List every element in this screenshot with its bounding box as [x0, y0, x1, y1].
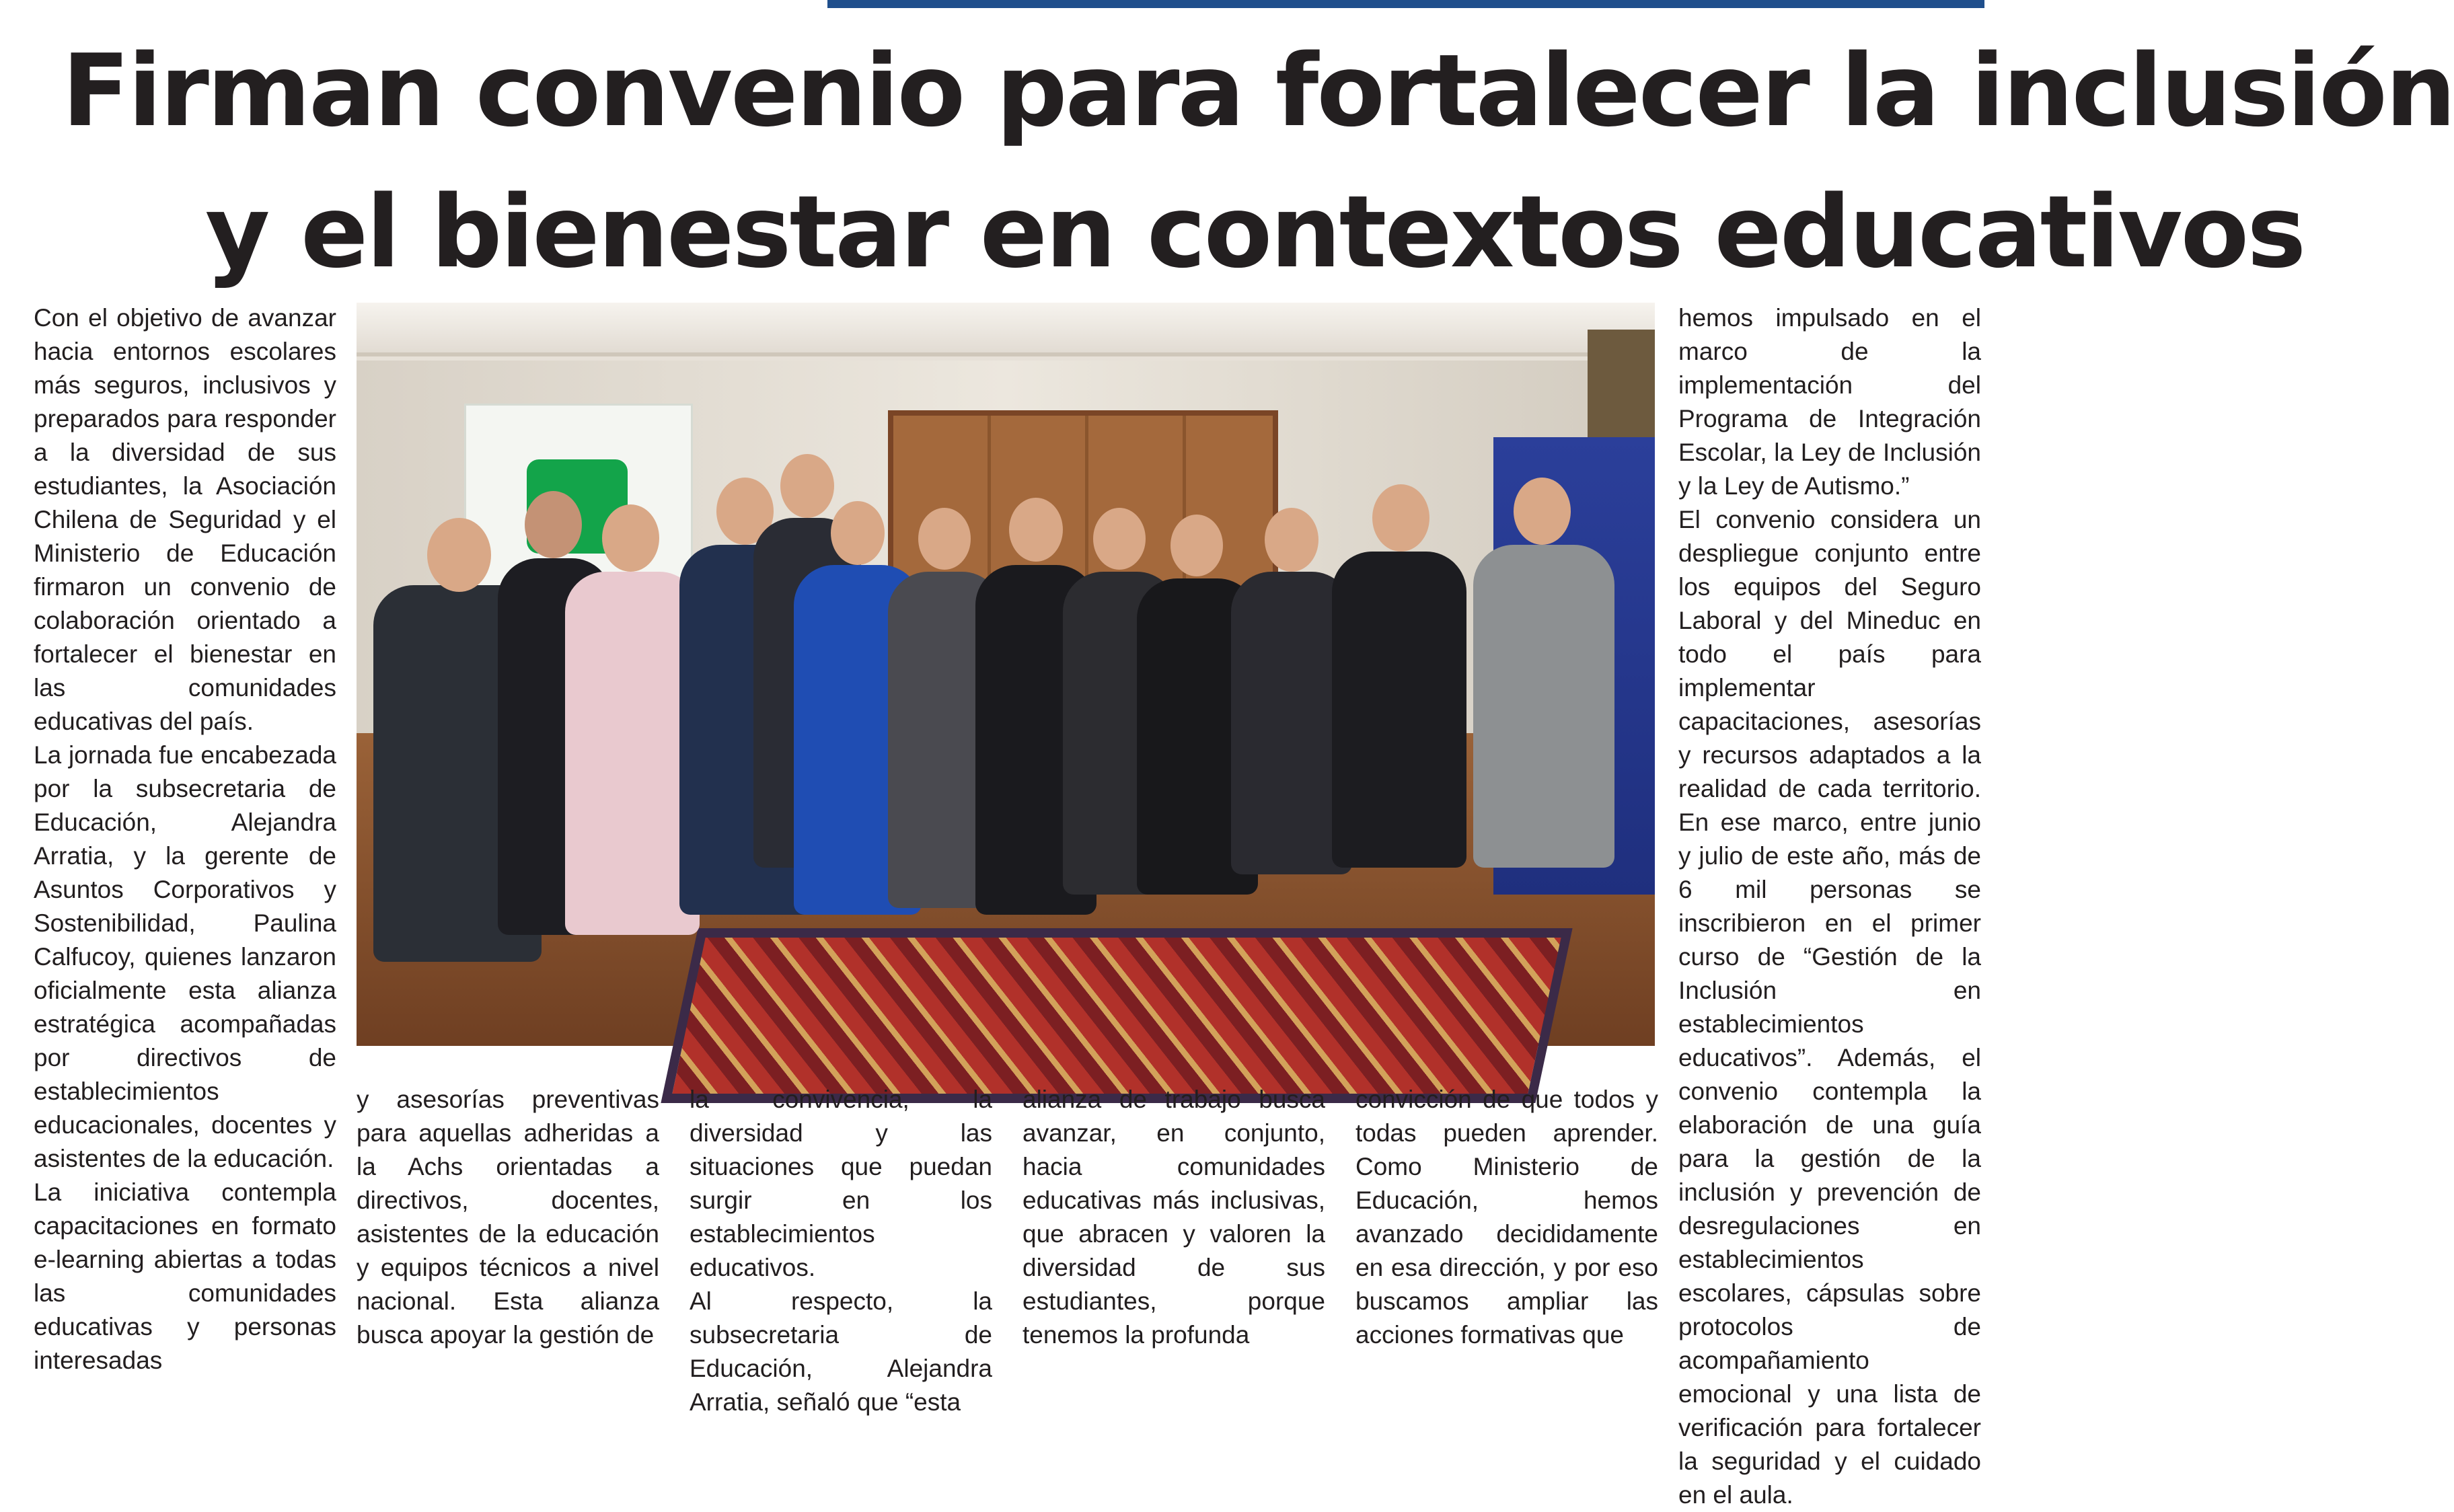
paragraph: La iniciativa contempla capacitaciones en formato e-learning abiertas a todas las comunidades educativas y personas interesadas [34, 1178, 336, 1374]
column-left [34, 301, 336, 1377]
column-bottom-1 [357, 1083, 659, 1352]
person [1473, 545, 1614, 868]
event-photo [357, 303, 1655, 1046]
paragraph: Al respecto, la subsecretaria de Educación, Alejandra Arratia, señaló que “esta [690, 1287, 992, 1416]
paragraph: La jornada fue encabezada por la subsecretaria de Educación, Alejandra Arratia, y la gerente de Asuntos Corporativos y Sostenibilidad, Paulina Calfucoy, quienes lanzaron oficialmente esta alianza estratégica acompañadas por directivos de establecimientos educacionales, docentes y asistentes de la educación. [34, 741, 336, 1172]
headline-line-2: y el bienestar en contextos educativos [205, 174, 2305, 290]
column-bottom-3 [1022, 1083, 1325, 1352]
column-bottom-2 [690, 1083, 992, 1419]
column-bottom-4 [1355, 1083, 1658, 1352]
paragraph: Con el objetivo de avanzar hacia entornos escolares más seguros, inclusivos y preparados para responder a la diversidad de sus estudiantes, la Asociación Chilena de Seguridad y el Ministerio de Educación firmaron un convenio de colaboración orientado a fortalecer el bienestar en las comunidades educativas del país. [34, 304, 336, 735]
person [1332, 552, 1466, 868]
headline [0, 20, 2454, 303]
top-accent-bar [827, 0, 1984, 8]
paragraph: El convenio considera un despliegue conjunto entre los equipos del Seguro Laboral y del Mineduc en todo el país para implementar capacitaciones, asesorías y recursos adaptados a la realidad de cada territorio. En ese marco, entre junio y julio de este año, más de 6 mil personas se inscribieron en el primer curso de “Gestión de la Inclusión en establecimientos educativos”. Además, el convenio contempla la elaboración de una guía para la gestión de la inclusión y prevención de desregulaciones en establecimientos escolares, cápsulas sobre protocolos de acompañamiento emocional y una lista de verificación para fortalecer la seguridad y el cuidado en el aula. [1678, 506, 1981, 1509]
paragraph: convicción de que todos y todas pueden aprender. Como Ministerio de Educación, hemos avanzado decididamente en esa dirección, y por eso buscamos ampliar las acciones formativas que [1355, 1086, 1658, 1349]
headline-line-1: Firman convenio para fortalecer la inclusión [62, 33, 2454, 149]
paragraph: la convivencia, la diversidad y las situaciones que puedan surgir en los establecimientos educativos. [690, 1086, 992, 1281]
paragraph: y asesorías preventivas para aquellas adheridas a la Achs orientadas a directivos, docentes, asistentes de la educación y equipos técnicos a nivel nacional. Esta alianza busca apoyar la gestión de [357, 1086, 659, 1349]
paragraph: alianza de trabajo busca avanzar, en conjunto, hacia comunidades educativas más inclusivas, que abracen y valoren la diversidad de sus estudiantes, porque tenemos la profunda [1022, 1086, 1325, 1349]
paragraph: hemos impulsado en el marco de la implementación del Programa de Integración Escolar, la Ley de Inclusión y la Ley de Autismo.” [1678, 304, 1981, 500]
group-of-people [357, 303, 1655, 1046]
column-right [1678, 301, 1981, 1512]
